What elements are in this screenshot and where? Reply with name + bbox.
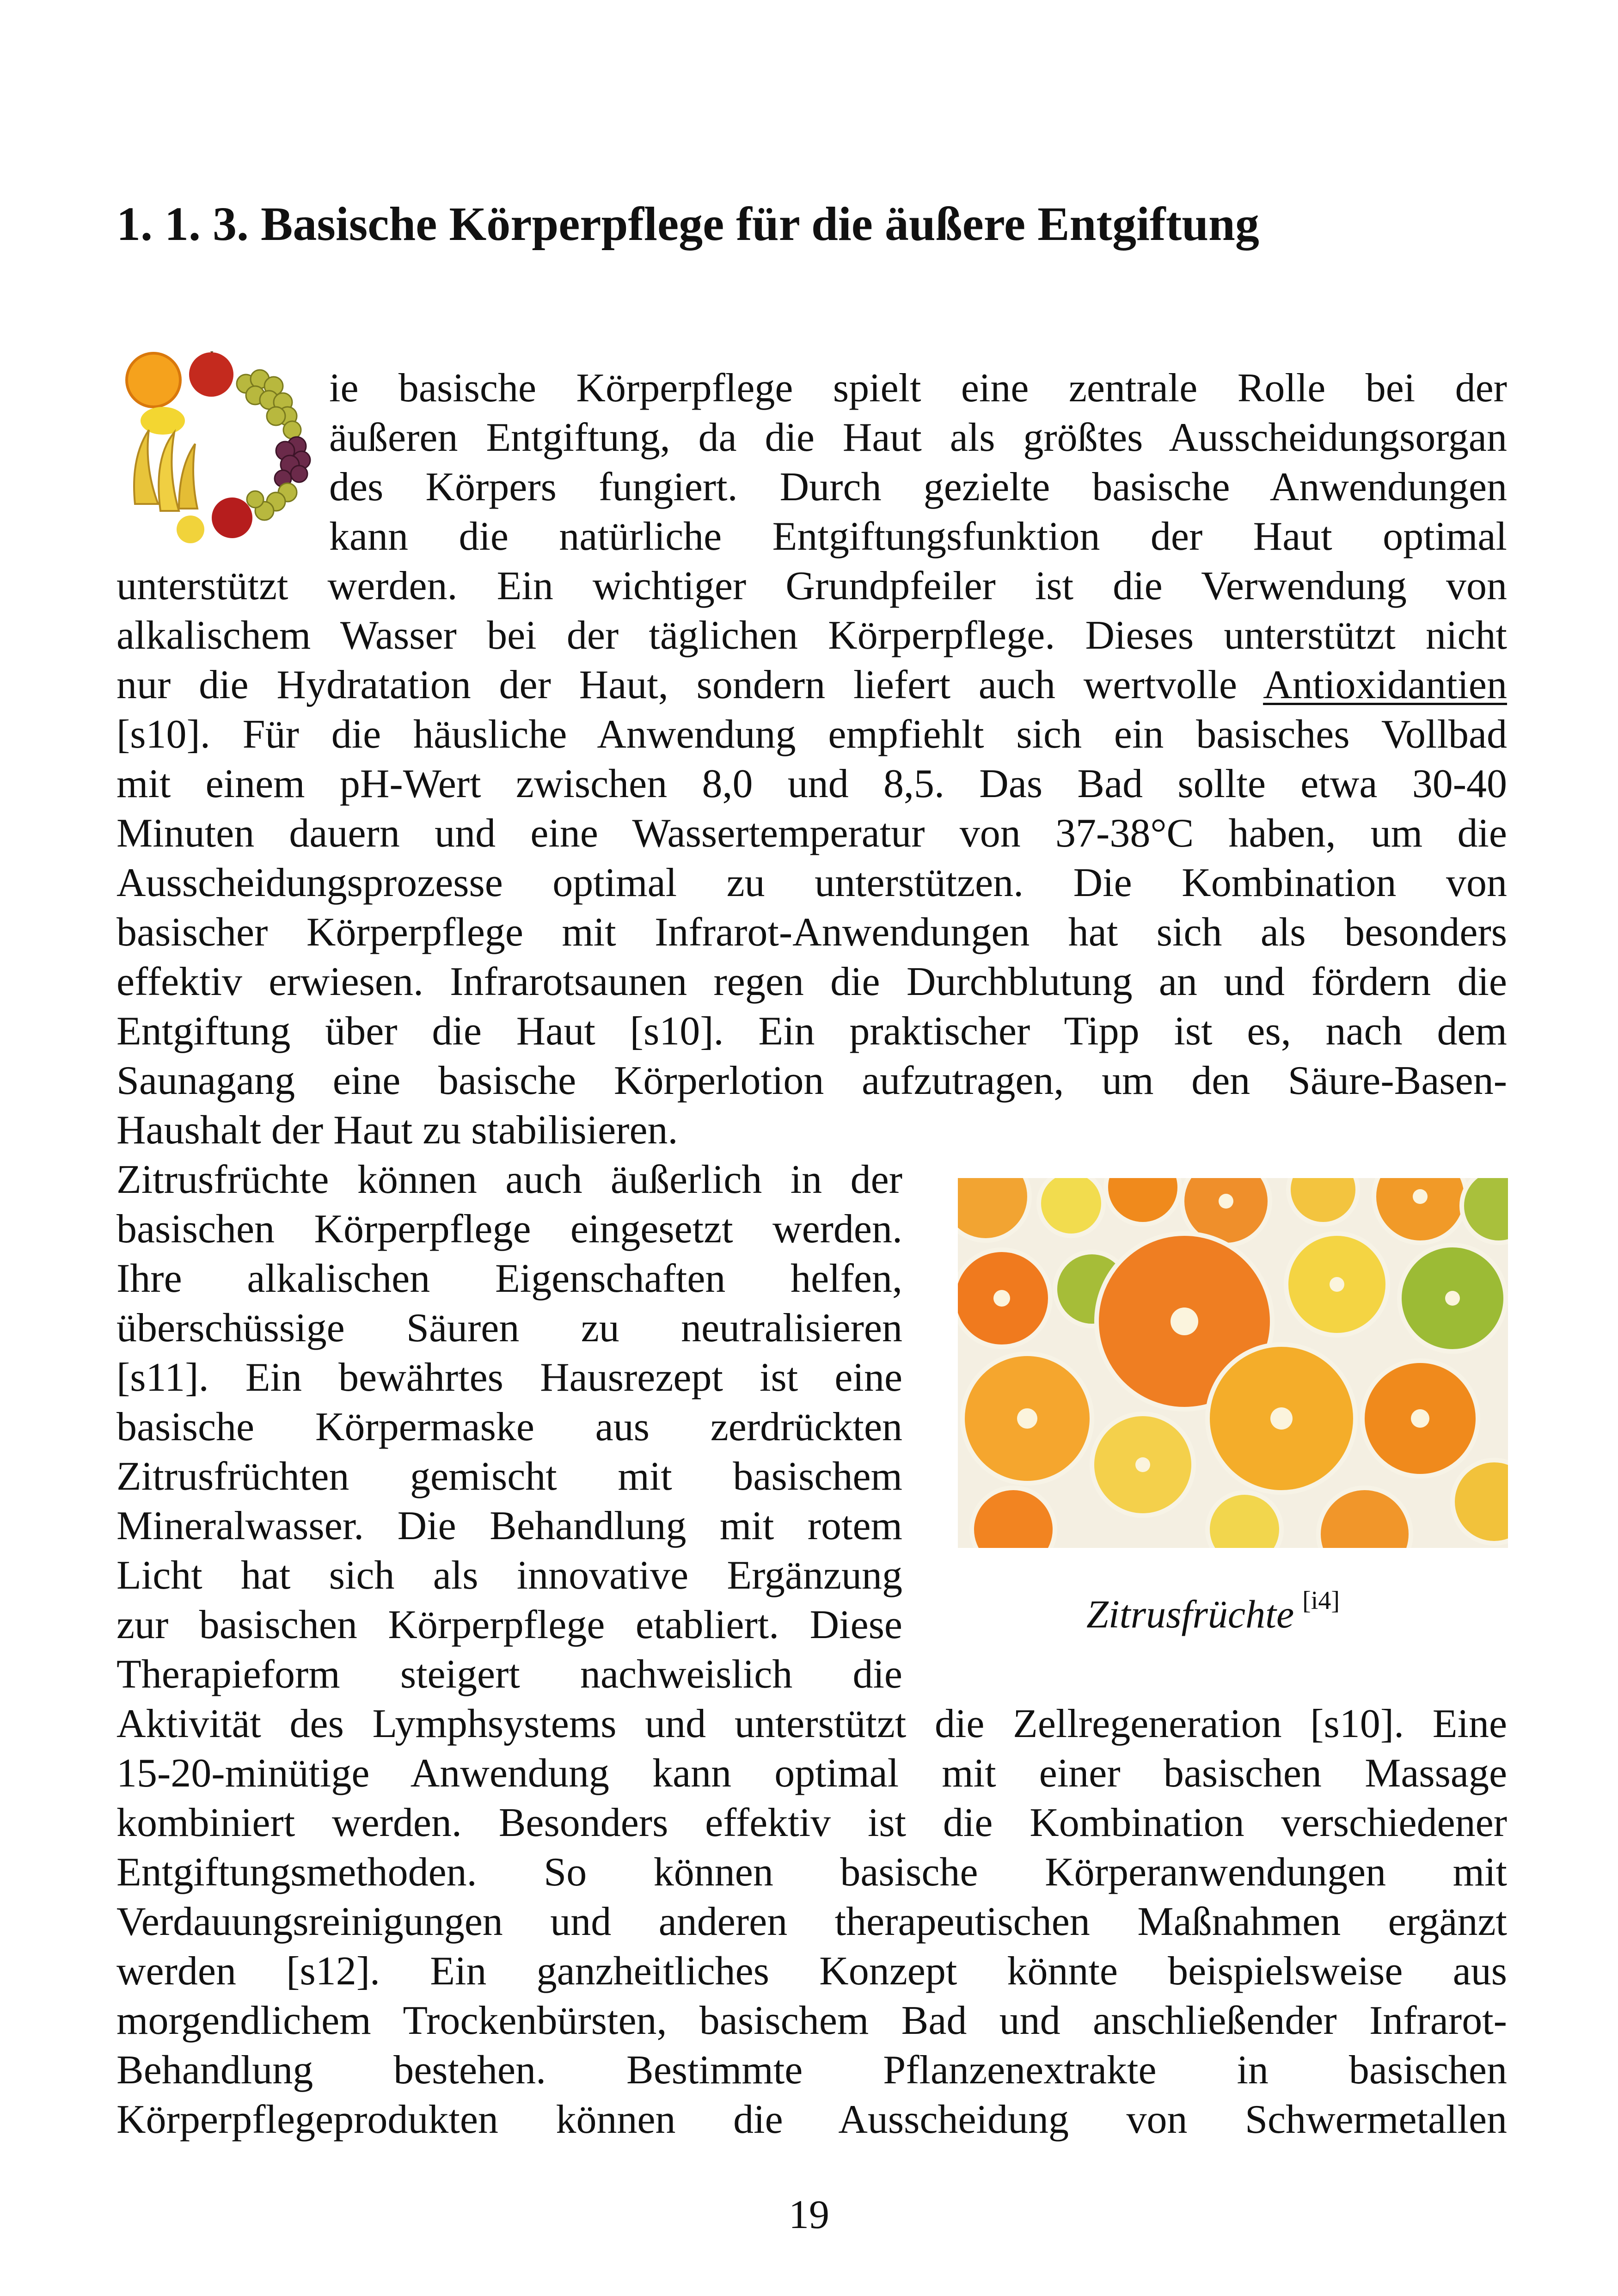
text-line: des Körpers fungiert. Durch gezielte basische Anwendungen — [329, 465, 1507, 510]
antioxidantien-term: Antioxidantien — [1263, 663, 1507, 707]
text-line: basischer Körperpflege mit Infrarot-Anwendungen hat sich als besonders — [116, 910, 1507, 955]
page-number: 19 — [789, 2192, 829, 2237]
text-line: überschüssige Säuren zu neutralisieren — [116, 1306, 902, 1351]
text-line: Licht hat sich als innovative Ergänzung — [116, 1553, 902, 1598]
text-line: unterstützt werden. Ein wichtiger Grundpfeiler ist die Verwendung von — [116, 564, 1507, 608]
text-line: kombiniert werden. Besonders effektiv ist die Kombination verschiedener — [116, 1800, 1507, 1845]
body-paragraph — [116, 561, 1507, 1155]
text-line: Mineralwasser. Die Behandlung mit rotem — [116, 1504, 902, 1548]
text-line: effektiv erwiesen. Infrarotsaunen regen die Durchblutung an und fördern die — [116, 959, 1507, 1004]
text-line: Minuten dauern und eine Wassertemperatur von 37-38°C haben, um die — [116, 811, 1507, 856]
caption-reference: [i4] — [1302, 1586, 1340, 1615]
text-line: Ausscheidungsprozesse optimal zu unterstützen. Die Kombination von — [116, 860, 1507, 905]
text-line: Therapieform steigert nachweislich die — [116, 1652, 902, 1697]
section-heading: 1. 1. 3. Basische Körperpflege für die äußere Entgiftung — [116, 197, 1259, 251]
text-line: basischen Körperpflege eingesetzt werden. — [116, 1207, 902, 1252]
side-paragraph — [116, 1155, 902, 1699]
figure-caption — [1086, 1586, 1340, 1637]
text-line: zur basischen Körperpflege etabliert. Diese — [116, 1602, 902, 1647]
text-line: Entgiftung über die Haut [s10]. Ein praktischer Tipp ist es, nach dem — [116, 1009, 1507, 1054]
intro-paragraph — [329, 363, 1507, 561]
fruit-dropcap-d-image — [116, 351, 320, 546]
text-line: Aktivität des Lymphsystems und unterstützt die Zellregeneration [s10]. Eine — [116, 1701, 1507, 1746]
text-line: Haushalt der Haut zu stabilisieren. — [116, 1108, 678, 1153]
caption-text: Zitrusfrüchte — [1086, 1592, 1294, 1636]
text-line: 15-20-minütige Anwendung kann optimal mit einer basischen Massage — [116, 1751, 1507, 1796]
text-line: Saunagang eine basische Körperlotion aufzutragen, um den Säure-Basen- — [116, 1058, 1507, 1103]
text-line: alkalischem Wasser bei der täglichen Körperpflege. Dieses unterstützt nicht — [116, 613, 1507, 658]
text-line: basische Körpermaske aus zerdrückten — [116, 1405, 902, 1449]
text-line: äußeren Entgiftung, da die Haut als größtes Ausscheidungsorgan — [329, 415, 1507, 460]
text-line: werden [s12]. Ein ganzheitliches Konzept könnte beispielsweise aus — [116, 1949, 1507, 1994]
text-line — [116, 660, 1507, 710]
text-line-start: nur die Hydratation der Haut, sondern liefert auch wertvolle — [116, 663, 1263, 707]
text-line: Zitrusfrüchte können auch äußerlich in der — [116, 1157, 902, 1202]
text-line: Behandlung bestehen. Bestimmte Pflanzenextrakte in basischen — [116, 2048, 1507, 2093]
text-line: [s10]. Für die häusliche Anwendung empfiehlt sich ein basisches Vollbad — [116, 712, 1507, 757]
text-line: Körperpflegeprodukten können die Ausscheidung von Schwermetallen — [116, 2097, 1507, 2142]
text-line: Ihre alkalischen Eigenschaften helfen, — [116, 1256, 902, 1301]
text-line: mit einem pH-Wert zwischen 8,0 und 8,5. Das Bad sollte etwa 30-40 — [116, 761, 1507, 806]
text-line: ie basische Körperpflege spielt eine zentrale Rolle bei der — [329, 366, 1507, 411]
text-line: Verdauungsreinigungen und anderen therapeutischen Maßnahmen ergänzt — [116, 1899, 1507, 1944]
body-paragraph-continued — [116, 1699, 1507, 2144]
text-line: Entgiftungsmethoden. So können basische Körperanwendungen mit — [116, 1850, 1507, 1895]
text-line: [s11]. Ein bewährtes Hausrezept ist eine — [116, 1355, 902, 1400]
text-line: kann die natürliche Entgiftungsfunktion der Haut optimal — [329, 514, 1507, 559]
citrus-slices-photo — [958, 1178, 1508, 1548]
text-line: Zitrusfrüchten gemischt mit basischem — [116, 1454, 902, 1499]
text-line: morgendlichem Trockenbürsten, basischem Bad und anschließender Infrarot- — [116, 1998, 1507, 2043]
